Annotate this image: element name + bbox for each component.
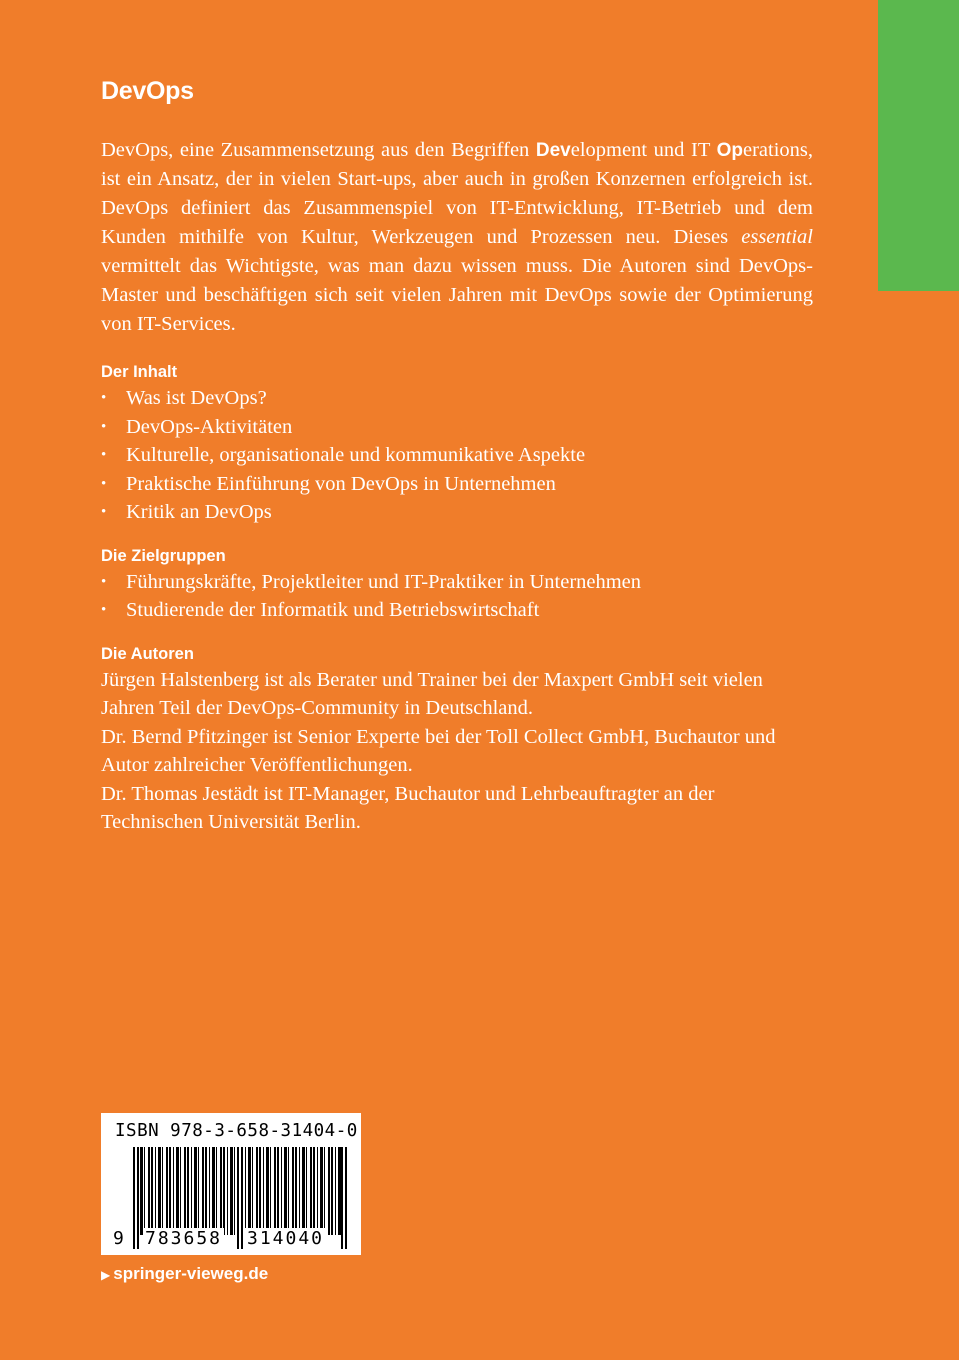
barcode-guard-center: [237, 1147, 243, 1249]
barcode-digit-group-1: 783658: [145, 1228, 223, 1249]
list-item: • Kulturelle, organisationale und kommunikative Aspekte: [101, 441, 813, 470]
list-item: • Führungskräfte, Projektleiter und IT-Praktiker in Unternehmen: [101, 568, 813, 597]
author-bio: Jürgen Halstenberg ist als Berater und Trainer bei der Maxpert GmbH seit vielen Jahren Teil der DevOps-Community in Deutschland.: [101, 668, 763, 719]
intro-text-2: elopment und IT: [570, 139, 717, 161]
website-label: springer-vieweg.de: [113, 1264, 269, 1283]
zielgruppen-list: [101, 568, 813, 625]
section-inhalt: [101, 360, 813, 527]
section-heading-inhalt: Der Inhalt: [101, 363, 178, 381]
isbn-label: ISBN 978-3-658-31404-0: [115, 1121, 358, 1141]
list-item: • DevOps-Aktivitäten: [101, 413, 813, 442]
intro-bold-op: Op: [716, 140, 743, 161]
intro-bold-dev: Dev: [535, 140, 571, 161]
barcode-digits: [113, 1228, 325, 1250]
section-autoren: [101, 642, 813, 837]
intro-emphasis: essential: [741, 226, 813, 248]
intro-text-1: DevOps, eine Zusammensetzung aus den Begriffen: [101, 139, 536, 161]
book-title: DevOps: [101, 77, 194, 105]
barcode-lead-digit: 9: [113, 1228, 124, 1249]
green-accent-tab: [878, 0, 959, 291]
intro-text-4: vermittelt das Wichtigste, was man dazu wissen muss. Die Autoren sind DevOps-Master und beschäftigen sich seit vielen Jahren mit DevOps sowie der Optimierung von IT-Services.: [101, 255, 813, 335]
section-heading-zielgruppen: Die Zielgruppen: [101, 546, 226, 565]
list-item: • Studierende der Informatik und Betriebswirtschaft: [101, 596, 813, 625]
barcode-digit-group-2: 314040: [247, 1228, 325, 1249]
isbn-barcode: [101, 1113, 361, 1255]
back-cover-text: [101, 74, 813, 837]
intro-text-3: erations, ist ein Ansatz, der in vielen Start-ups, aber auch in großen Konzernen erfolgreich ist. DevOps definiert das Zusammenspiel von IT-Entwicklung, IT-Betrieb und dem Kunden mithilfe von Kultur, Werkzeugen und Prozessen neu. Dieses: [101, 139, 813, 248]
list-item: • Was ist DevOps?: [101, 384, 813, 413]
section-heading-autoren: Die Autoren: [101, 644, 194, 663]
inhalt-list: [101, 384, 813, 527]
section-zielgruppen: [101, 544, 813, 625]
publisher-website[interactable]: [101, 1263, 268, 1286]
list-item: • Praktische Einführung von DevOps in Unternehmen: [101, 470, 813, 499]
barcode-guard-right: [341, 1147, 347, 1249]
triangle-right-icon: ▶: [101, 1268, 111, 1282]
intro-paragraph: [101, 136, 813, 339]
author-bio: Dr. Bernd Pfitzinger ist Senior Experte bei der Toll Collect GmbH, Buchautor und Autor zahlreicher Veröffentlichungen.: [101, 725, 776, 776]
author-bio: Dr. Thomas Jestädt ist IT-Manager, Buchautor und Lehrbeauftragter an der Technischen Universität Berlin.: [101, 782, 715, 833]
list-item: • Kritik an DevOps: [101, 498, 813, 527]
